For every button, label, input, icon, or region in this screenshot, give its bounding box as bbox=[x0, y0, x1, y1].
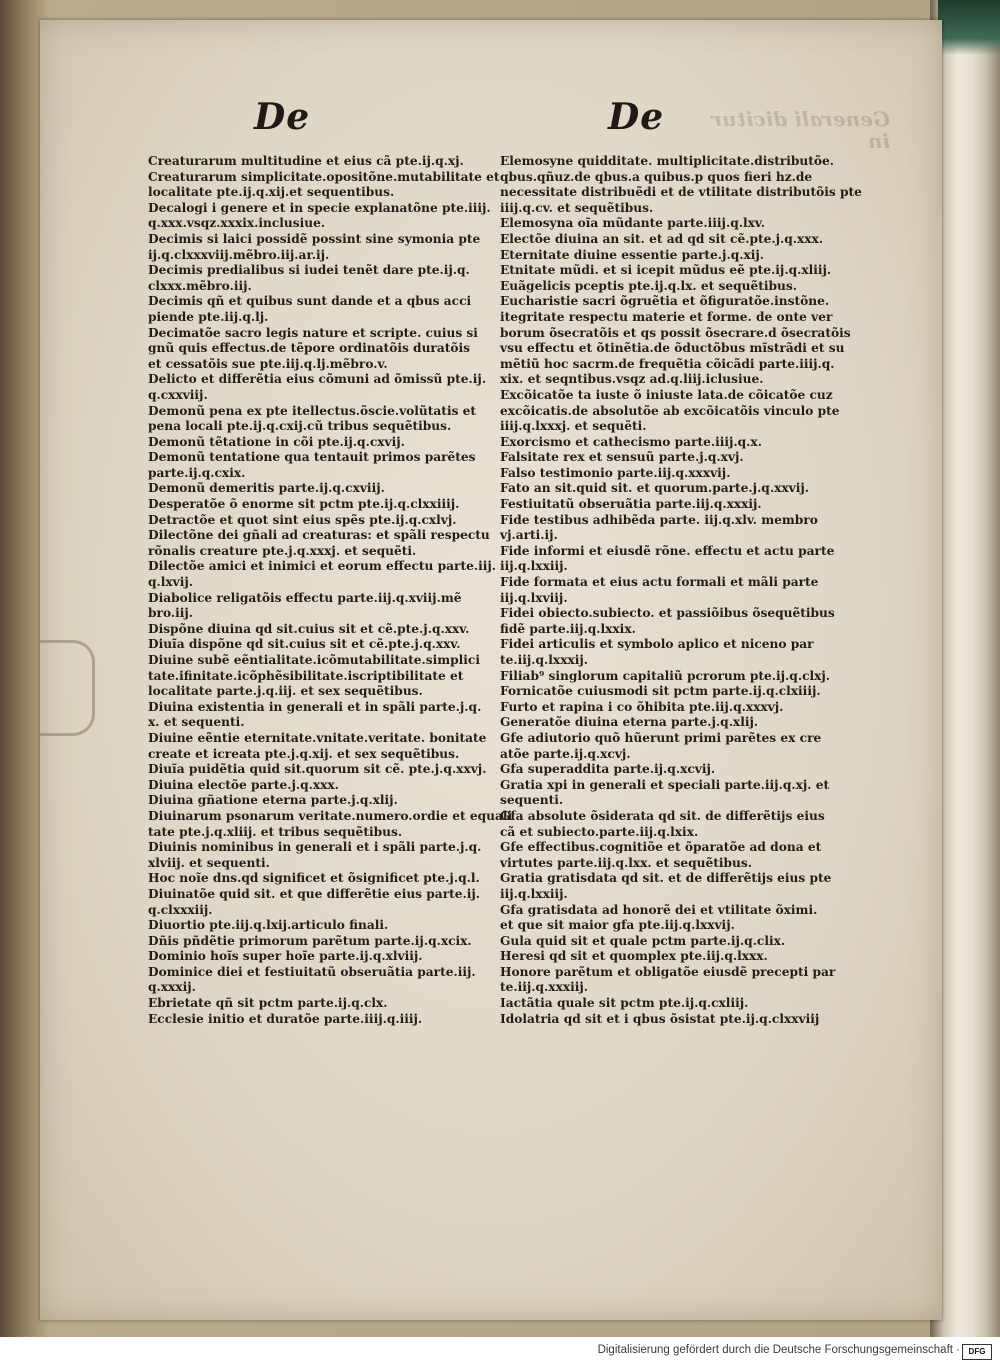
index-entry-line: Diuinis nominibus in generali et i spãli parte.j.q. bbox=[148, 840, 482, 855]
index-entry-line: Demonũ tẽtatione in cõi pte.ij.q.cxvij. bbox=[148, 434, 405, 449]
index-entry-line: iiij.q.cv. et sequẽtibus. bbox=[500, 200, 654, 215]
index-entry-line: Ecclesie initio et duratõe parte.iiij.q.iiij. bbox=[148, 1011, 423, 1026]
index-entry-line: Fato an sit.quid sit. et quorum.parte.j.q.xxvij. bbox=[500, 481, 809, 496]
index-entry-line: tate.ifinitate.icõphẽsibilitate.iscriptibilitate et bbox=[148, 668, 464, 683]
index-entry-line: rõnalis creature pte.j.q.xxxj. et sequẽti. bbox=[148, 543, 417, 558]
index-entry-line: Fidei articulis et symbolo aplico et niceno par bbox=[500, 637, 814, 652]
index-entry-line: Gfa superaddita parte.ij.q.xcvij. bbox=[500, 762, 716, 777]
index-entry-line: Gfe effectibus.cognitiõe et õparatõe ad dona et bbox=[500, 840, 822, 855]
index-entry-line: Gratia xpi in generali et speciali parte.iij.q.xj. et bbox=[500, 777, 830, 792]
index-entry-line: Delicto et differẽtia eius cõmuni ad õmissũ pte.ij. bbox=[148, 372, 487, 387]
index-entry-line: Decalogi i genere et in specie explanatõne pte.iiij. bbox=[148, 200, 491, 215]
index-entry-line: te.iij.q.lxxxij. bbox=[500, 653, 589, 667]
index-entry-line: xix. et seqntibus.vsqz ad.q.liij.iclusiue. bbox=[500, 372, 764, 387]
index-entry-line: Gfa absolute õsiderata qd sit. de differẽtijs eius bbox=[500, 808, 825, 823]
footer-bar bbox=[0, 1337, 1000, 1365]
index-entry-line: excõicatis.de absolutõe ab excõicatõis vinculo pte bbox=[500, 403, 840, 418]
index-entry-line: Demonũ pena ex pte itellectus.õscie.volũtatis et bbox=[148, 403, 477, 418]
index-entry-line: Heresi qd sit et quomplex pte.iij.q.lxxx. bbox=[500, 949, 768, 964]
index-entry-line: itegritate respectu materie et forme. de onte ver bbox=[500, 309, 833, 324]
index-entry-line: q.xxxij. bbox=[148, 980, 196, 995]
index-entry-line: x. et sequenti. bbox=[148, 715, 245, 730]
index-entry-line: Demonũ tentatione qua tentauit primos parẽtes bbox=[148, 450, 476, 465]
index-entry-line: Ebrietate qñ sit pctm parte.ij.q.clx. bbox=[148, 996, 388, 1011]
index-entry-line: Elemosyna oĩa mũdante parte.iiij.q.lxv. bbox=[500, 216, 765, 231]
index-entry-line: bro.iij. bbox=[148, 606, 194, 621]
index-entry-line: vsu effectu et õtinẽtia.de õductõbus mĩstrãdi et su bbox=[500, 341, 845, 356]
index-entry-line: Hoc noĩe dns.qd significet et õsignificet pte.j.q.l. bbox=[148, 871, 480, 886]
index-entry-line: Gratia gratisdata qd sit. et de differẽtijs eius pte bbox=[500, 871, 832, 886]
index-entry-line: vj.arti.ij. bbox=[500, 528, 558, 543]
index-entry-line: parte.ij.q.cxix. bbox=[148, 465, 246, 480]
index-entry-line: iij.q.lxxiij. bbox=[500, 559, 568, 574]
index-entry-line: Diuinatõe quid sit. et que differẽtie eius parte.ij. bbox=[148, 886, 481, 901]
index-entry-line: Iactãtia quale sit pctm pte.ij.q.cxliij. bbox=[500, 996, 749, 1011]
index-entry-line: borum õsecratõis et qs possit õsecrare.d õsecratõis bbox=[500, 325, 851, 340]
index-entry-line: q.clxxxiij. bbox=[148, 902, 213, 917]
index-entry-line: q.xxx.vsqz.xxxix.inclusiue. bbox=[148, 216, 326, 231]
index-entry-line: Fornicatõe cuiusmodi sit pctm parte.ij.q.clxiiij. bbox=[500, 684, 821, 699]
index-entry-line: xlviij. et sequenti. bbox=[148, 855, 270, 870]
index-entry-line: localitate parte.j.q.iij. et sex sequẽtibus. bbox=[148, 684, 423, 699]
index-entry-line: Fide formata et eius actu formali et mãli parte bbox=[500, 575, 819, 590]
index-entry-line: iiij.q.lxxxj. et sequẽti. bbox=[500, 419, 647, 434]
index-entry-line: et que sit maior gfa pte.iij.q.lxxvij. bbox=[500, 918, 735, 933]
index-entry-line: piende pte.iij.q.lj. bbox=[148, 309, 269, 324]
index-entry-line: q.cxxviij. bbox=[148, 387, 208, 402]
index-entry-line: mẽtiũ hoc sacrm.de frequẽtia cõicãdi parte.iiij.q. bbox=[500, 356, 835, 371]
index-entry-line: pena locali pte.ij.q.cxij.cũ tribus sequẽtibus. bbox=[148, 419, 452, 434]
index-entry-line: Dispõne diuina qd sit.cuius sit et cẽ.pte.j.q.xxv. bbox=[148, 621, 470, 636]
index-entry-line: Furto et rapina i co õhibita pte.iij.q.xxxvj. bbox=[500, 699, 784, 714]
left-index-column bbox=[148, 154, 513, 1027]
index-entry-line: Falso testimonio parte.iij.q.xxxvij. bbox=[500, 465, 731, 480]
index-entry-line: Diuinarum psonarum veritate.numero.ordie et equali bbox=[148, 808, 513, 823]
index-entry-line: Diuĩa puidẽtia quid sit.quorum sit cẽ. pte.j.q.xxvj. bbox=[148, 762, 487, 777]
index-entry-line: Eternitate diuine essentie parte.j.q.xij. bbox=[500, 247, 765, 262]
index-entry-line: Excõicatõe ta iuste õ iniuste lata.de cõicatõe cuz bbox=[500, 387, 833, 402]
index-entry-line: Diuine eẽntie eternitate.vnitate.veritate. bonitate bbox=[148, 730, 487, 745]
index-entry-line: et cessatõis sue pte.iij.q.lj.mẽbro.v. bbox=[148, 356, 388, 371]
index-entry-line: necessitate distribuẽdi et de vtilitate distributõis pte bbox=[500, 185, 862, 200]
index-entry-line: Filiab⁹ singlorum capitaliũ pcrorum pte.ij.q.clxj. bbox=[500, 668, 831, 683]
index-entry-line: localitate pte.ij.q.xij.et sequentibus. bbox=[148, 185, 395, 200]
index-entry-line: Decimis si laici possidẽ possint sine symonia pte bbox=[148, 231, 481, 246]
index-entry-line: Diuine subẽ eẽntialitate.icõmutabilitate.simplici bbox=[148, 653, 480, 667]
index-entry-line: fidẽ parte.iij.q.lxxix. bbox=[500, 621, 636, 636]
index-entry-line: Decimis predialibus si iudei tenẽt dare pte.ij.q. bbox=[148, 263, 470, 278]
index-entry-line: q.lxvij. bbox=[148, 575, 194, 590]
index-entry-line: Demonũ demeritis parte.ij.q.cxviij. bbox=[148, 481, 385, 496]
index-entry-line: create et icreata pte.j.q.xij. et sex sequẽtibus. bbox=[148, 746, 460, 761]
index-entry-line: te.iij.q.xxxiij. bbox=[500, 980, 589, 995]
index-entry-line: clxxx.mẽbro.iij. bbox=[148, 278, 252, 293]
dfg-logo: DFG bbox=[962, 1344, 992, 1360]
index-entry-line: Etnitate mũdi. et si icepit mũdus eẽ pte.ij.q.xliij. bbox=[500, 263, 832, 278]
index-entry-line: Desperatõe õ enorme sit pctm pte.ij.q.clxxiiij. bbox=[148, 497, 460, 512]
index-entry-line: tate pte.j.q.xliij. et tribus sequẽtibus. bbox=[148, 824, 403, 839]
index-entry-line: Gfa gratisdata ad honorẽ dei et vtilitate õximi. bbox=[500, 902, 818, 917]
index-entry-line: Generatõe diuina eterna parte.j.q.xlij. bbox=[500, 715, 759, 730]
index-entry-line: Diuĩa dispõne qd sit.cuius sit et cẽ.pte.j.q.xxv. bbox=[148, 637, 461, 652]
index-entry-line: cã et subiecto.parte.iij.q.lxix. bbox=[500, 824, 699, 839]
index-entry-line: qbus.qñuz.de qbus.a quibus.p quos fieri hz.de bbox=[500, 169, 813, 184]
running-head-left: De bbox=[254, 96, 311, 138]
index-entry-line: Exorcismo et cathecismo parte.iiij.q.x. bbox=[500, 434, 762, 449]
index-entry-line: iij.q.lxviij. bbox=[500, 590, 568, 605]
index-entry-line: Idolatria qd sit et i qbus õsistat pte.ij.q.clxxviij bbox=[500, 1011, 820, 1026]
index-entry-line: Eucharistie sacri õgruẽtia et õfiguratõe.instõne. bbox=[500, 294, 830, 309]
index-entry-line: Gula quid sit et quale pctm parte.ij.q.clix. bbox=[500, 933, 786, 948]
funding-caption: Digitalisierung gefördert durch die Deutsche Forschungsgemeinschaft · bbox=[597, 1344, 960, 1356]
index-entry-line: ij.q.clxxxviij.mẽbro.iij.ar.ij. bbox=[148, 247, 330, 262]
index-entry-line: Fide testibus adhibẽda parte. iij.q.xlv. membro bbox=[500, 512, 818, 527]
index-entry-line: Elemosyne quidditate. multiplicitate.distributõe. bbox=[500, 154, 835, 168]
right-index-column bbox=[500, 154, 878, 1027]
index-entry-line: Dominice diei et festiuitatũ obseruãtia parte.iij. bbox=[148, 964, 476, 979]
index-entry-line: virtutes parte.iij.q.lxx. et sequẽtibus. bbox=[500, 855, 753, 870]
index-entry-line: sequenti. bbox=[500, 793, 564, 808]
index-entry-line: Diabolice religatõis effectu parte.iij.q.xviij.mẽ bbox=[148, 590, 462, 605]
index-entry-line: Dilectõne dei gñali ad creaturas: et spãli respectu bbox=[148, 528, 490, 543]
index-entry-line: Creaturarum simplicitate.opositõne.mutabilitate et bbox=[148, 169, 500, 184]
index-entry-line: Gfe adiutorio quõ hũerunt primi parẽtes ex cre bbox=[500, 730, 822, 745]
bleed-through-text: Generali dicitur in bbox=[711, 107, 890, 153]
page-tab-imprint bbox=[40, 640, 95, 736]
index-entry-line: Electõe diuina an sit. et ad qd sit cẽ.pte.j.q.xxx. bbox=[500, 231, 824, 246]
index-entry-line: Honore parẽtum et obligatõe eiusdẽ precepti par bbox=[500, 964, 836, 979]
index-entry-line: gnũ quis effectus.de tẽpore ordinatõis duratõis bbox=[148, 341, 471, 356]
index-entry-line: Fide informi et eiusdẽ rõne. effectu et actu parte bbox=[500, 543, 835, 558]
book-cover-corner bbox=[938, 0, 1000, 55]
index-entry-line: Dñis pñdẽtie primorum parẽtum parte.ij.q.xcix. bbox=[148, 933, 472, 948]
index-entry-line: Detractõe et quot sint eius spẽs pte.ij.q.cxlvj. bbox=[148, 512, 457, 527]
index-entry-line: Falsitate rex et sensuũ parte.j.q.xvj. bbox=[500, 450, 744, 465]
index-entry-line: Creaturarum multitudine et eius cã pte.ij.q.xj. bbox=[148, 154, 464, 168]
index-entry-line: Diuina gñatione eterna parte.j.q.xlij. bbox=[148, 793, 398, 808]
index-entry-line: Euãgelicis pceptis pte.ij.q.lx. et sequẽtibus. bbox=[500, 278, 798, 293]
index-entry-line: Diuortio pte.iij.q.lxij.articulo finali. bbox=[148, 918, 389, 933]
index-entry-line: iij.q.lxxiij. bbox=[500, 886, 568, 901]
index-entry-line: Fidei obiecto.subiecto. et passiõibus õsequẽtibus bbox=[500, 606, 835, 621]
index-entry-line: Decimatõe sacro legis nature et scripte. cuius si bbox=[148, 325, 478, 340]
running-head-right: De bbox=[608, 96, 665, 138]
index-entry-line: Dominio hoĩs super hoĩe parte.ij.q.xlviij. bbox=[148, 949, 423, 964]
index-entry-line: Festiuitatũ obseruãtia parte.iij.q.xxxij. bbox=[500, 497, 762, 512]
index-entry-line: Diuina electõe parte.j.q.xxx. bbox=[148, 777, 339, 792]
index-entry-line: atõe parte.ij.q.xcvj. bbox=[500, 746, 631, 761]
index-entry-line: Diuina existentia in generali et in spãli parte.j.q. bbox=[148, 699, 482, 714]
index-entry-line: Decimis qñ et quibus sunt dande et a qbus acci bbox=[148, 294, 472, 309]
index-entry-line: Dilectõe amici et inimici et eorum effectu parte.iij. bbox=[148, 559, 497, 574]
